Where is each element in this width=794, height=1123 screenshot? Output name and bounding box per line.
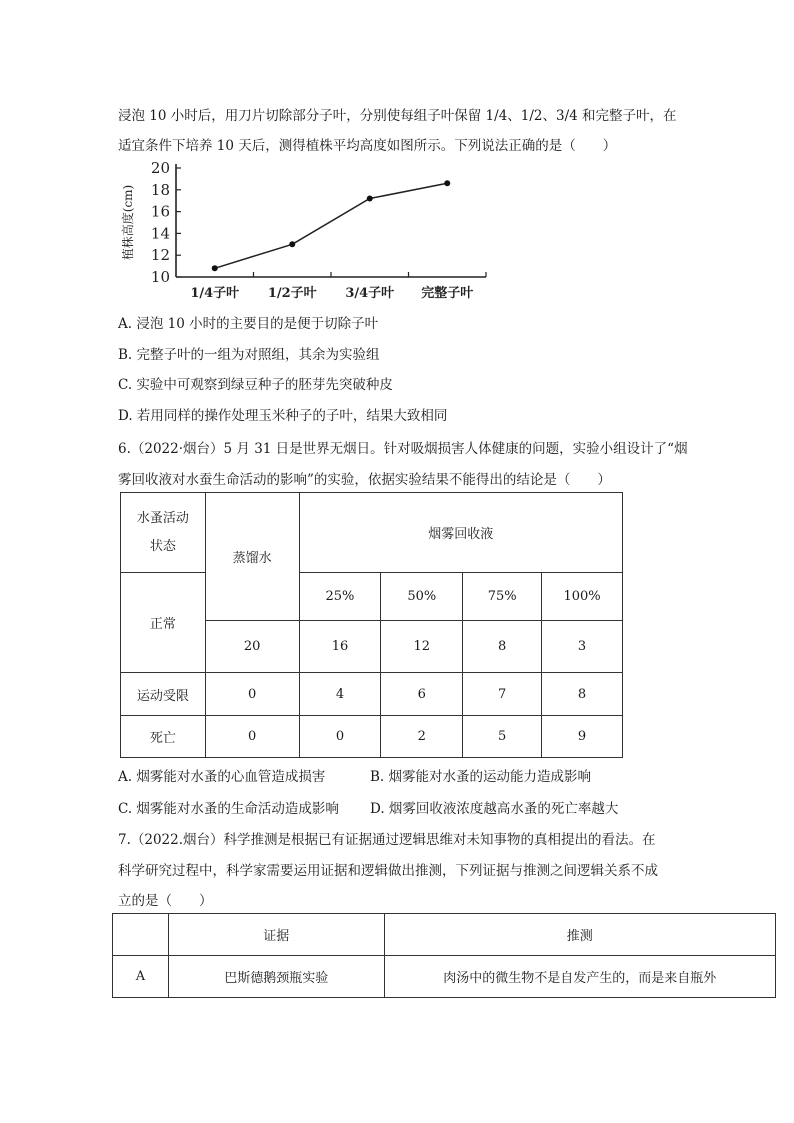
table-cell: 8 <box>542 673 623 716</box>
data-point <box>367 196 373 202</box>
table-cell: 9 <box>542 716 623 758</box>
y-tick-label: 20 <box>150 160 170 177</box>
evidence-table <box>112 913 776 998</box>
data-point <box>444 180 450 186</box>
header-state-line: 状态 <box>149 538 176 554</box>
question-6-stem: 6.（2022·烟台）5 月 31 日是世界无烟日。针对吸烟损害人体健康的问题，实验小组设计了“烟 <box>118 441 688 457</box>
question-7-stem: 7.（2022.烟台）科学推测是根据已有证据通过逻辑思维对未知事物的真相提出的看法。在 <box>118 832 656 848</box>
table-cell: 12 <box>381 621 463 673</box>
table-cell: 4 <box>299 673 381 716</box>
row-label: 正常 <box>121 573 206 673</box>
question-text-line: 适宜条件下培养 10 天后，测得植株平均高度如图所示。下列说法正确的是（ ） <box>118 138 617 154</box>
table-row <box>113 956 776 998</box>
table-cell: 7 <box>463 673 542 716</box>
concentration-header: 100% <box>542 573 623 621</box>
option-d: D. 烟雾回收液浓度越高水蚤的死亡率越大 <box>370 801 619 817</box>
question-7-stem: 科学研究过程中，科学家需要运用证据和逻辑做出推测，下列证据与推测之间逻辑关系不成 <box>118 863 658 879</box>
x-tick-label: 1/2子叶 <box>267 286 317 301</box>
header-evidence: 证据 <box>168 914 384 956</box>
header-distilled-water: 蒸馏水 <box>205 493 299 621</box>
header-smoke-liquid: 烟雾回收液 <box>299 493 622 573</box>
line-chart <box>118 160 498 305</box>
option-a: A. 烟雾能对水蚤的心血管造成损害 <box>118 769 326 785</box>
option-c: C. 烟雾能对水蚤的生命活动造成影响 <box>118 801 339 817</box>
table-row <box>121 716 623 758</box>
row-label: 运动受限 <box>121 673 206 716</box>
option-b: B. 烟雾能对水蚤的运动能力造成影响 <box>370 769 592 785</box>
table-row <box>121 673 623 716</box>
x-tick-label: 完整子叶 <box>421 286 474 301</box>
option-b: B. 完整子叶的一组为对照组，其余为实验组 <box>118 347 380 363</box>
table-cell: 5 <box>463 716 542 758</box>
y-tick-label: 14 <box>150 224 170 243</box>
table-cell: 2 <box>381 716 463 758</box>
table-cell: 0 <box>205 673 299 716</box>
series-line <box>215 183 448 268</box>
y-tick-label: 16 <box>150 202 170 221</box>
table-cell: 8 <box>463 621 542 673</box>
concentration-header: 75% <box>463 573 542 621</box>
question-7-stem: 立的是（ ） <box>118 893 213 909</box>
table-cell: 20 <box>205 621 299 673</box>
empty-header-cell <box>113 914 169 956</box>
option-c: C. 实验中可观察到绿豆种子的胚芽先突破种皮 <box>118 377 393 393</box>
question-6-stem: 雾回收液对水蚕生命活动的影响”的实验，依据实验结果不能得出的结论是（ ） <box>118 472 611 488</box>
question-text-line: 浸泡 10 小时后，用刀片切除部分子叶，分别使每组子叶保留 1/4、1/2、3/4 和完整子叶，在 <box>118 108 677 124</box>
x-tick-label: 1/4子叶 <box>190 286 240 301</box>
evidence-cell: 巴斯德鹅颈瓶实验 <box>168 956 384 998</box>
y-axis-label: 植株高度(cm) <box>121 184 135 261</box>
y-tick-label: 12 <box>150 246 170 265</box>
y-tick-label: 10 <box>150 268 170 286</box>
table-cell: 6 <box>381 673 463 716</box>
row-key: A <box>113 956 169 998</box>
concentration-header: 25% <box>299 573 381 621</box>
data-point <box>212 265 218 271</box>
header-state-line: 水蚤活动 <box>136 510 189 526</box>
row-label: 死亡 <box>121 716 206 758</box>
table-cell: 0 <box>299 716 381 758</box>
header-state <box>121 493 206 573</box>
option-a: A. 浸泡 10 小时的主要目的是便于切除子叶 <box>118 316 379 332</box>
table-cell: 16 <box>299 621 381 673</box>
table-cell: 0 <box>205 716 299 758</box>
concentration-header: 50% <box>381 573 463 621</box>
option-d: D. 若用同样的操作处理玉米种子的子叶，结果大致相同 <box>118 408 448 424</box>
data-point <box>289 241 295 247</box>
y-tick-label: 18 <box>150 180 170 199</box>
x-tick-label: 3/4子叶 <box>345 286 395 301</box>
header-inference: 推测 <box>384 914 775 956</box>
inference-cell: 肉汤中的微生物不是自发产生的，而是来自瓶外 <box>384 956 775 998</box>
water-flea-table <box>120 492 623 758</box>
table-cell: 3 <box>542 621 623 673</box>
